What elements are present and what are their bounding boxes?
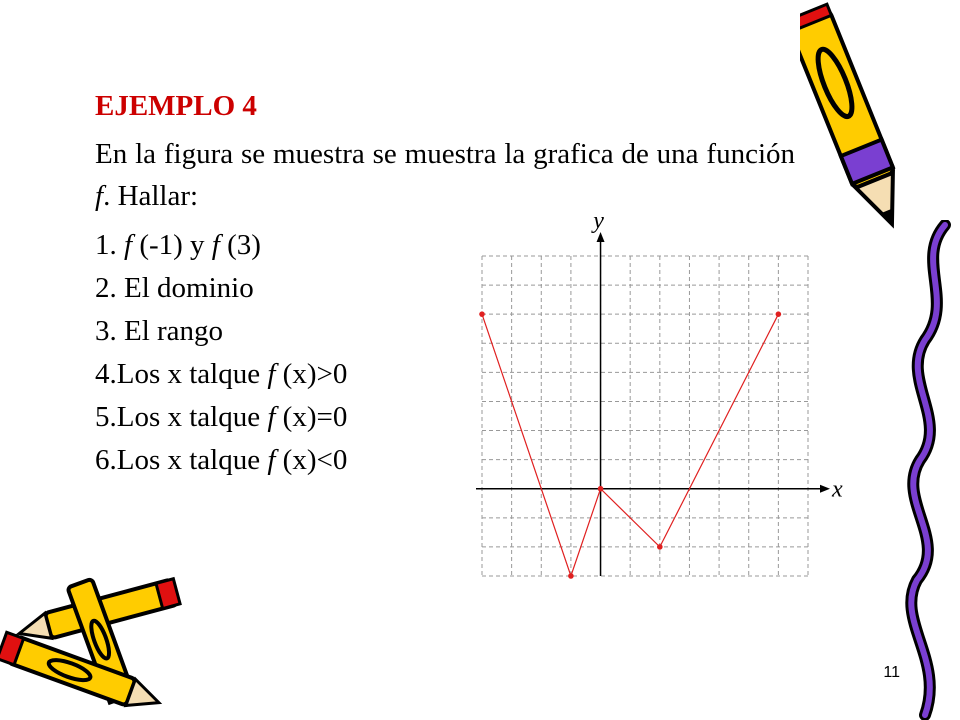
item-text-mid: (x)<0 [275, 444, 348, 476]
scribble-clipart-right [895, 220, 960, 720]
item-text-mid: (x)>0 [275, 358, 348, 390]
question-item [95, 310, 347, 353]
item-function: f [124, 229, 133, 261]
vertex-point [568, 573, 574, 579]
x-axis-label: x [832, 476, 843, 503]
item-text: 6.Los x talque [95, 444, 268, 476]
question-item [95, 396, 347, 439]
pencil-clipart-top [800, 0, 900, 240]
vertex-point [479, 311, 485, 317]
x-axis-arrow [820, 485, 830, 493]
item-function: f [211, 229, 220, 261]
vertex-point [598, 486, 604, 492]
item-text: 5.Los x talque [95, 401, 268, 433]
question-list [95, 224, 347, 482]
item-text-mid: (-1) y [132, 229, 212, 261]
item-text-end: (3) [219, 229, 261, 261]
pencils-clipart-bottom [0, 570, 200, 720]
item-text: 1. [95, 229, 124, 261]
function-graph [460, 200, 860, 600]
intro-end: . Hallar: [103, 180, 199, 212]
graph-svg [460, 200, 860, 600]
vertex-point [776, 311, 782, 317]
question-item [95, 353, 347, 396]
vertex-point [657, 544, 663, 550]
item-text: 2. El dominio [95, 272, 254, 304]
item-function: f [267, 358, 276, 390]
slide-title: EJEMPLO 4 [95, 90, 257, 122]
page-number: 11 [883, 664, 900, 681]
item-text: 3. El rango [95, 315, 224, 347]
intro-start: En la figura se muestra se muestra la grafica de una función [95, 138, 795, 170]
question-item [95, 267, 347, 310]
intro-function-name: f [95, 180, 104, 212]
y-axis-label: y [593, 208, 604, 234]
item-text-mid: (x)=0 [275, 401, 348, 433]
question-item [95, 439, 347, 482]
item-text: 4.Los x talque [95, 358, 268, 390]
question-item [95, 224, 347, 267]
item-function: f [267, 444, 276, 476]
item-function: f [267, 401, 276, 433]
